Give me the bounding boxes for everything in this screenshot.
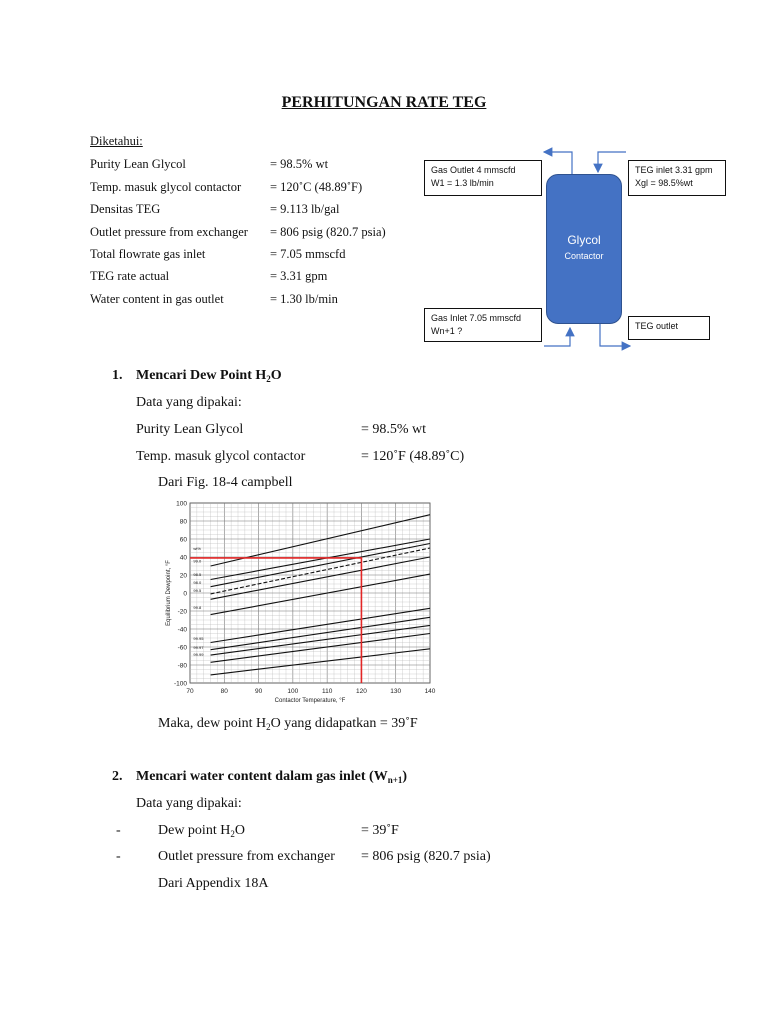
x-tick-label: 100 <box>287 688 299 695</box>
known-label: Temp. masuk glycol contactor <box>90 180 242 194</box>
section-1-row-value: = 120˚F (48.89˚C) <box>361 449 465 464</box>
x-tick-label: 110 <box>321 688 333 695</box>
section-2-row-value: = 39˚F <box>361 823 399 838</box>
x-tick-label: 70 <box>186 688 194 695</box>
gas-outlet-box <box>424 160 542 196</box>
known-value: = 1.30 lb/min <box>270 292 338 306</box>
section-1-title <box>136 368 282 384</box>
y-axis-label: Equilibrium Dewpoint, °F <box>166 560 172 626</box>
y-tick-label: -100 <box>173 680 187 688</box>
y-tick-label: 40 <box>179 554 187 562</box>
known-label: Densitas TEG <box>90 202 161 216</box>
section-1-row-label: Temp. masuk glycol contactor <box>136 449 306 464</box>
gas-inlet-water: Wn+1 ? <box>431 326 463 336</box>
section-2-row-label-sub: 2 <box>230 829 235 839</box>
gas-outlet-water: W1 = 1.3 lb/min <box>431 178 494 188</box>
section-1-data-label: Data yang dipakai: <box>136 395 242 410</box>
section-1-result-b: O yang didapatkan = 39˚F <box>270 716 418 731</box>
gas-inlet-flow: Gas Inlet 7.05 mmscfd <box>431 313 522 323</box>
teg-outlet-label: TEG outlet <box>635 321 679 331</box>
y-tick-label: 60 <box>179 536 187 544</box>
teg-inlet-rate: TEG inlet 3.31 gpm <box>635 165 713 175</box>
teg-outlet-box <box>628 316 710 340</box>
known-label: Water content in gas outlet <box>90 292 224 306</box>
curve-label: wt% <box>193 545 201 551</box>
section-1-title-a: Mencari Dew Point H <box>136 368 267 383</box>
contactor-diagram <box>420 146 740 356</box>
teg-inlet-box <box>628 160 726 196</box>
teg-inlet-purity: Xgl = 98.5%wt <box>635 178 693 188</box>
section-2-number: 2. <box>112 769 123 784</box>
section-2-row-label-a: Dew point H <box>158 823 231 838</box>
section-1-row-label: Purity Lean Glycol <box>136 422 244 437</box>
page-title: PERHITUNGAN RATE TEG <box>281 94 487 111</box>
y-tick-label: 20 <box>179 572 187 580</box>
curve-label: 99.95 <box>193 635 204 641</box>
x-tick-label: 80 <box>220 688 228 695</box>
section-2-row-value: = 806 psig (820.7 psia) <box>361 849 491 864</box>
y-tick-label: -60 <box>177 644 187 652</box>
contactor-name: Glycol <box>567 233 601 247</box>
x-tick-label: 140 <box>424 688 436 695</box>
section-2-title-a: Mencari water content dalam gas inlet (W <box>136 769 388 784</box>
section-1-row-value: = 98.5% wt <box>361 422 427 437</box>
x-tick-label: 120 <box>355 688 367 695</box>
section-1-title-b: O <box>270 368 282 383</box>
gas-inlet-box <box>424 308 542 342</box>
section-1-result-sub: 2 <box>266 722 271 732</box>
y-tick-label: 100 <box>176 500 187 508</box>
known-value: = 9.113 lb/gal <box>270 202 340 216</box>
curve-label: 99.5 <box>193 588 202 594</box>
section-2-title-b: ) <box>402 769 408 784</box>
gas-outlet-flow: Gas Outlet 4 mmscfd <box>431 165 516 175</box>
section-2-row-label <box>158 823 245 839</box>
curve-label: 98.0 <box>193 580 202 585</box>
x-tick-label: 130 <box>390 688 402 695</box>
section-1-result <box>158 716 418 732</box>
section-1-source: Dari Fig. 18-4 campbell <box>158 475 293 490</box>
section-2-dash: - <box>116 849 121 864</box>
known-value: = 98.5% wt <box>270 157 329 171</box>
known-label: Outlet pressure from exchanger <box>90 225 248 239</box>
curve-label: 99.97 <box>193 644 204 650</box>
section-1-number: 1. <box>112 368 123 383</box>
y-tick-label: 0 <box>183 590 187 598</box>
section-2-title-sub: n+1 <box>387 775 403 785</box>
x-tick-label: 90 <box>254 688 263 695</box>
curve-label: 98.5 <box>193 571 202 577</box>
known-heading: Diketahui: <box>90 134 143 148</box>
contactor-sub: Contactor <box>564 251 604 261</box>
section-2-dash: - <box>116 823 121 838</box>
section-2-row-label: Outlet pressure from exchanger <box>158 849 335 864</box>
glycol-contactor-vessel <box>546 174 622 324</box>
section-2-row-label-b: O <box>234 823 245 838</box>
known-label: Total flowrate gas inlet <box>90 247 206 261</box>
dewpoint-chart-svg <box>160 497 440 707</box>
y-tick-label: -20 <box>177 608 187 616</box>
known-value: = 3.31 gpm <box>270 269 328 283</box>
section-2-data-label: Data yang dipakai: <box>136 796 242 811</box>
curve-label: 99.99 <box>193 652 204 657</box>
known-value: = 7.05 mmscfd <box>270 247 346 261</box>
section-2-source: Dari Appendix 18A <box>158 876 269 891</box>
curve-label: 99.8 <box>193 605 202 611</box>
x-axis-label: Contactor Temperature, °F <box>274 698 346 704</box>
known-label: Purity Lean Glycol <box>90 157 186 171</box>
curve-label: 99.0 <box>193 558 202 564</box>
y-tick-label: -80 <box>177 662 187 670</box>
known-value: = 806 psig (820.7 psia) <box>270 225 386 239</box>
known-label: TEG rate actual <box>90 269 170 283</box>
section-1-result-a: Maka, dew point H <box>158 716 267 731</box>
y-tick-label: 80 <box>179 518 187 526</box>
section-1-title-sub: 2 <box>266 374 271 384</box>
section-2-title <box>136 769 407 785</box>
known-value: = 120˚C (48.89˚F) <box>270 180 363 194</box>
dewpoint-chart <box>160 497 440 707</box>
y-tick-label: -40 <box>177 626 187 634</box>
